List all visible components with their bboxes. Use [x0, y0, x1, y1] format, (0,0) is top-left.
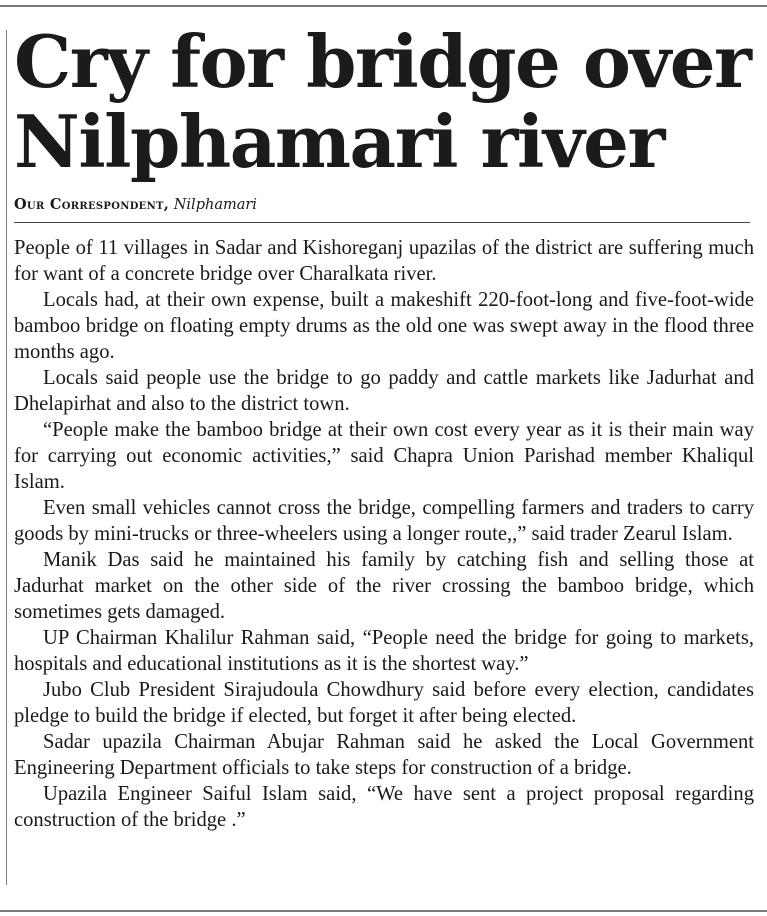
paragraph: Even small vehicles cannot cross the bridge, compelling farmers and traders to carry goods by mini-trucks or three-wheelers using a longer route,,” said trader Zearul Islam.	[14, 497, 754, 545]
headline-line-1: Cry for bridge over	[14, 19, 751, 104]
paragraph: Upazila Engineer Saiful Islam said, “We have sent a project proposal regarding construction of the bridge .”	[14, 783, 754, 831]
article-body	[14, 235, 754, 833]
paragraph: People of 11 villages in Sadar and Kishoreganj upazilas of the district are suffering much for want of a concrete bridge over Charalkata river.	[14, 237, 754, 285]
byline	[14, 195, 750, 223]
paragraph: Jubo Club President Sirajudoula Chowdhury said before every election, candidates pledge to build the bridge if elected, but forget it after being elected.	[14, 679, 754, 727]
article-headline	[14, 19, 756, 184]
news-article	[14, 19, 756, 833]
paragraph: Locals had, at their own expense, built a makeshift 220-foot-long and five-foot-wide bamboo bridge on floating empty drums as the old one was swept away in the flood three months ago.	[14, 289, 754, 363]
headline-line-2: Nilphamari river	[14, 99, 664, 184]
byline-author: Our Correspondent,	[14, 196, 170, 213]
paragraph: UP Chairman Khalilur Rahman said, “People need the bridge for going to markets, hospitals and educational institutions as it is the shortest way.”	[14, 627, 754, 675]
paragraph: Locals said people use the bridge to go paddy and cattle markets like Jadurhat and Dhelapirhat and also to the district town.	[14, 367, 754, 415]
bottom-border-rule	[0, 910, 767, 912]
left-border-rule	[6, 30, 7, 885]
paragraph: Manik Das said he maintained his family by catching fish and selling those at Jadurhat market on the other side of the river crossing the bamboo bridge, which sometimes gets damaged.	[14, 549, 754, 623]
paragraph: “People make the bamboo bridge at their own cost every year as it is their main way for carrying out economic activities,” said Chapra Union Parishad member Khaliqul Islam.	[14, 419, 754, 493]
top-border-rule	[0, 5, 767, 7]
paragraph: Sadar upazila Chairman Abujar Rahman said he asked the Local Government Engineering Department officials to take steps for construction of a bridge.	[14, 731, 754, 779]
byline-location: Nilphamari	[173, 197, 257, 213]
